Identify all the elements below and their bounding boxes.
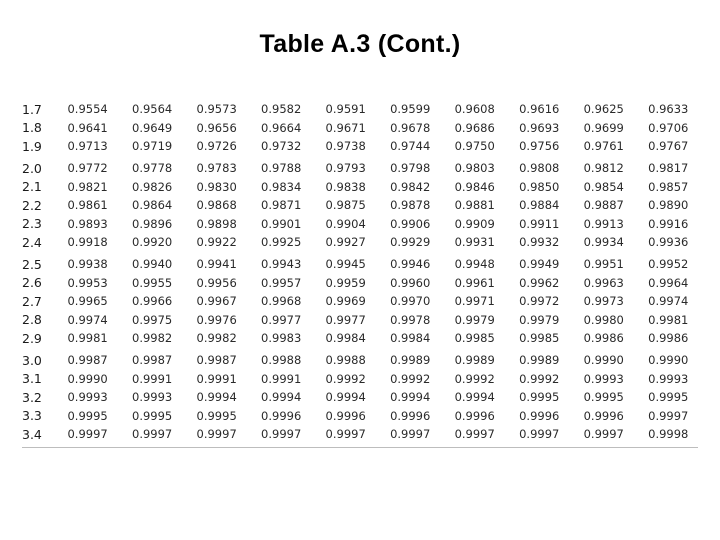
z-value-cell: 1.7 [22, 101, 42, 117]
probability-cell: 0.9911 [519, 216, 560, 231]
probability-cell: 0.9997 [583, 427, 624, 442]
probability-cell: 0.9992 [390, 371, 431, 386]
probability-cell: 0.9982 [132, 331, 173, 346]
probability-cell: 0.9978 [390, 312, 431, 327]
probability-cell: 0.9981 [67, 331, 108, 346]
probability-cell: 0.9957 [261, 275, 302, 290]
probability-cell: 0.9901 [261, 216, 302, 231]
probability-cell: 0.9940 [132, 257, 173, 272]
probability-cell: 0.9997 [390, 427, 431, 442]
probability-cell: 0.9995 [196, 408, 237, 423]
probability-cell: 0.9995 [132, 408, 173, 423]
probability-cell: 0.9988 [325, 353, 366, 368]
probability-cell: 0.9821 [67, 179, 108, 194]
probability-cell: 0.9761 [583, 139, 624, 154]
probability-cell: 0.9826 [132, 179, 173, 194]
probability-cell: 0.9803 [454, 161, 495, 176]
probability-cell: 0.9941 [196, 257, 237, 272]
probability-cell: 0.9834 [261, 179, 302, 194]
probability-cell: 0.9981 [648, 312, 689, 327]
probability-cell: 0.9573 [196, 102, 237, 117]
page-title: Table A.3 (Cont.) [259, 30, 461, 58]
z-value-cell: 2.3 [22, 216, 42, 232]
probability-cell: 0.9554 [67, 102, 108, 117]
probability-cell: 0.9744 [390, 139, 431, 154]
probability-cell: 0.9997 [261, 427, 302, 442]
probability-cell: 0.9991 [261, 371, 302, 386]
probability-cell: 0.9994 [325, 390, 366, 405]
probability-cell: 0.9881 [454, 198, 495, 213]
probability-cell: 0.9726 [196, 139, 237, 154]
probability-cell: 0.9990 [67, 371, 108, 386]
probability-cell: 0.9871 [261, 198, 302, 213]
probability-cell: 0.9920 [132, 235, 173, 250]
probability-cell: 0.9830 [196, 179, 237, 194]
probability-cell: 0.9979 [519, 312, 560, 327]
probability-cell: 0.9846 [454, 179, 495, 194]
probability-cell: 0.9955 [132, 275, 173, 290]
probability-cell: 0.9943 [261, 257, 302, 272]
table-row [22, 196, 698, 215]
probability-cell: 0.9953 [67, 275, 108, 290]
probability-cell: 0.9948 [454, 257, 495, 272]
probability-cell: 0.9992 [454, 371, 495, 386]
table-row [22, 233, 698, 252]
probability-cell: 0.9963 [583, 275, 624, 290]
probability-cell: 0.9693 [519, 120, 560, 135]
probability-cell: 0.9649 [132, 120, 173, 135]
probability-cell: 0.9987 [132, 353, 173, 368]
probability-cell: 0.9990 [583, 353, 624, 368]
probability-cell: 0.9949 [519, 257, 560, 272]
probability-cell: 0.9909 [454, 216, 495, 231]
probability-cell: 0.9918 [67, 235, 108, 250]
z-value-cell: 3.1 [22, 371, 42, 387]
probability-cell: 0.9934 [583, 235, 624, 250]
probability-cell: 0.9959 [325, 275, 366, 290]
table-row [22, 329, 698, 348]
probability-cell: 0.9591 [325, 102, 366, 117]
probability-cell: 0.9616 [519, 102, 560, 117]
table-row [22, 292, 698, 311]
probability-cell: 0.9967 [196, 294, 237, 309]
probability-cell: 0.9951 [583, 257, 624, 272]
probability-cell: 0.9993 [583, 371, 624, 386]
probability-cell: 0.9968 [261, 294, 302, 309]
probability-cell: 0.9641 [67, 120, 108, 135]
probability-cell: 0.9854 [583, 179, 624, 194]
probability-cell: 0.9671 [325, 120, 366, 135]
probability-cell: 0.9678 [390, 120, 431, 135]
probability-cell: 0.9788 [261, 161, 302, 176]
probability-cell: 0.9875 [325, 198, 366, 213]
probability-cell: 0.9997 [519, 427, 560, 442]
probability-cell: 0.9893 [67, 216, 108, 231]
probability-cell: 0.9964 [648, 275, 689, 290]
probability-cell: 0.9952 [648, 257, 689, 272]
table-row [22, 252, 698, 274]
probability-cell: 0.9990 [648, 353, 689, 368]
probability-cell: 0.9985 [519, 331, 560, 346]
table-row [22, 100, 698, 119]
z-value-cell: 3.0 [22, 352, 42, 368]
probability-cell: 0.9686 [454, 120, 495, 135]
probability-cell: 0.9975 [132, 312, 173, 327]
probability-cell: 0.9993 [132, 390, 173, 405]
probability-cell: 0.9996 [519, 408, 560, 423]
table-row [22, 177, 698, 196]
probability-cell: 0.9938 [67, 257, 108, 272]
probability-cell: 0.9857 [648, 179, 689, 194]
probability-cell: 0.9996 [325, 408, 366, 423]
probability-cell: 0.9995 [519, 390, 560, 405]
probability-cell: 0.9850 [519, 179, 560, 194]
probability-cell: 0.9983 [261, 331, 302, 346]
probability-cell: 0.9997 [67, 427, 108, 442]
probability-cell: 0.9997 [325, 427, 366, 442]
probability-cell: 0.9998 [648, 427, 689, 442]
probability-cell: 0.9993 [67, 390, 108, 405]
table-row [22, 369, 698, 388]
table-row [22, 425, 698, 444]
table-row [22, 407, 698, 426]
probability-cell: 0.9945 [325, 257, 366, 272]
probability-cell: 0.9608 [454, 102, 495, 117]
probability-cell: 0.9980 [583, 312, 624, 327]
probability-cell: 0.9884 [519, 198, 560, 213]
probability-cell: 0.9984 [325, 331, 366, 346]
probability-cell: 0.9960 [390, 275, 431, 290]
probability-cell: 0.9994 [454, 390, 495, 405]
probability-cell: 0.9898 [196, 216, 237, 231]
probability-cell: 0.9913 [583, 216, 624, 231]
probability-cell: 0.9994 [390, 390, 431, 405]
probability-cell: 0.9861 [67, 198, 108, 213]
z-table-body [22, 100, 698, 444]
z-value-cell: 2.0 [22, 160, 42, 176]
probability-cell: 0.9986 [648, 331, 689, 346]
probability-cell: 0.9706 [648, 120, 689, 135]
probability-cell: 0.9962 [519, 275, 560, 290]
z-value-cell: 1.9 [22, 138, 42, 154]
table-row [22, 156, 698, 178]
probability-cell: 0.9946 [390, 257, 431, 272]
probability-cell: 0.9977 [325, 312, 366, 327]
z-table-container [22, 100, 702, 448]
z-value-cell: 2.1 [22, 179, 42, 195]
table-row [22, 215, 698, 234]
probability-cell: 0.9783 [196, 161, 237, 176]
probability-cell: 0.9995 [583, 390, 624, 405]
probability-cell: 0.9798 [390, 161, 431, 176]
probability-cell: 0.9868 [196, 198, 237, 213]
probability-cell: 0.9996 [454, 408, 495, 423]
z-value-cell: 2.8 [22, 312, 42, 328]
table-row [22, 348, 698, 370]
probability-cell: 0.9992 [325, 371, 366, 386]
probability-cell: 0.9993 [648, 371, 689, 386]
z-value-cell: 3.3 [22, 408, 42, 424]
z-value-cell: 2.6 [22, 275, 42, 291]
probability-cell: 0.9582 [261, 102, 302, 117]
probability-cell: 0.9838 [325, 179, 366, 194]
probability-cell: 0.9982 [196, 331, 237, 346]
probability-cell: 0.9890 [648, 198, 689, 213]
probability-cell: 0.9991 [196, 371, 237, 386]
probability-cell: 0.9979 [454, 312, 495, 327]
probability-cell: 0.9719 [132, 139, 173, 154]
probability-cell: 0.9713 [67, 139, 108, 154]
z-value-cell: 2.7 [22, 293, 42, 309]
probability-cell: 0.9625 [583, 102, 624, 117]
z-table [22, 100, 698, 444]
table-row [22, 273, 698, 292]
probability-cell: 0.9972 [519, 294, 560, 309]
probability-cell: 0.9931 [454, 235, 495, 250]
z-value-cell: 3.2 [22, 389, 42, 405]
table-bottom-rule [22, 447, 698, 448]
probability-cell: 0.9599 [390, 102, 431, 117]
probability-cell: 0.9812 [583, 161, 624, 176]
probability-cell: 0.9971 [454, 294, 495, 309]
table-row [22, 388, 698, 407]
probability-cell: 0.9778 [132, 161, 173, 176]
probability-cell: 0.9965 [67, 294, 108, 309]
probability-cell: 0.9997 [196, 427, 237, 442]
table-row [22, 311, 698, 330]
probability-cell: 0.9973 [583, 294, 624, 309]
probability-cell: 0.9699 [583, 120, 624, 135]
probability-cell: 0.9878 [390, 198, 431, 213]
probability-cell: 0.9929 [390, 235, 431, 250]
probability-cell: 0.9767 [648, 139, 689, 154]
probability-cell: 0.9932 [519, 235, 560, 250]
probability-cell: 0.9927 [325, 235, 366, 250]
table-row [22, 137, 698, 156]
probability-cell: 0.9961 [454, 275, 495, 290]
table-row [22, 119, 698, 138]
probability-cell: 0.9793 [325, 161, 366, 176]
probability-cell: 0.9997 [454, 427, 495, 442]
probability-cell: 0.9984 [390, 331, 431, 346]
probability-cell: 0.9922 [196, 235, 237, 250]
z-value-cell: 1.8 [22, 120, 42, 136]
probability-cell: 0.9756 [519, 139, 560, 154]
probability-cell: 0.9664 [261, 120, 302, 135]
probability-cell: 0.9992 [519, 371, 560, 386]
probability-cell: 0.9969 [325, 294, 366, 309]
probability-cell: 0.9987 [67, 353, 108, 368]
probability-cell: 0.9987 [196, 353, 237, 368]
probability-cell: 0.9996 [261, 408, 302, 423]
probability-cell: 0.9956 [196, 275, 237, 290]
probability-cell: 0.9989 [454, 353, 495, 368]
probability-cell: 0.9925 [261, 235, 302, 250]
probability-cell: 0.9906 [390, 216, 431, 231]
probability-cell: 0.9985 [454, 331, 495, 346]
z-value-cell: 2.5 [22, 256, 42, 272]
z-value-cell: 2.9 [22, 330, 42, 346]
probability-cell: 0.9974 [648, 294, 689, 309]
probability-cell: 0.9750 [454, 139, 495, 154]
probability-cell: 0.9732 [261, 139, 302, 154]
probability-cell: 0.9974 [67, 312, 108, 327]
probability-cell: 0.9997 [132, 427, 173, 442]
probability-cell: 0.9977 [261, 312, 302, 327]
probability-cell: 0.9817 [648, 161, 689, 176]
probability-cell: 0.9738 [325, 139, 366, 154]
probability-cell: 0.9772 [67, 161, 108, 176]
probability-cell: 0.9989 [519, 353, 560, 368]
probability-cell: 0.9966 [132, 294, 173, 309]
probability-cell: 0.9995 [67, 408, 108, 423]
probability-cell: 0.9994 [261, 390, 302, 405]
probability-cell: 0.9995 [648, 390, 689, 405]
probability-cell: 0.9986 [583, 331, 624, 346]
probability-cell: 0.9994 [196, 390, 237, 405]
probability-cell: 0.9996 [390, 408, 431, 423]
probability-cell: 0.9564 [132, 102, 173, 117]
z-value-cell: 2.2 [22, 197, 42, 213]
probability-cell: 0.9988 [261, 353, 302, 368]
probability-cell: 0.9970 [390, 294, 431, 309]
z-value-cell: 3.4 [22, 426, 42, 442]
probability-cell: 0.9996 [583, 408, 624, 423]
probability-cell: 0.9936 [648, 235, 689, 250]
probability-cell: 0.9656 [196, 120, 237, 135]
probability-cell: 0.9633 [648, 102, 689, 117]
probability-cell: 0.9842 [390, 179, 431, 194]
probability-cell: 0.9976 [196, 312, 237, 327]
probability-cell: 0.9887 [583, 198, 624, 213]
probability-cell: 0.9864 [132, 198, 173, 213]
probability-cell: 0.9991 [132, 371, 173, 386]
probability-cell: 0.9997 [648, 408, 689, 423]
z-value-cell: 2.4 [22, 234, 42, 250]
probability-cell: 0.9904 [325, 216, 366, 231]
probability-cell: 0.9989 [390, 353, 431, 368]
probability-cell: 0.9916 [648, 216, 689, 231]
probability-cell: 0.9808 [519, 161, 560, 176]
probability-cell: 0.9896 [132, 216, 173, 231]
